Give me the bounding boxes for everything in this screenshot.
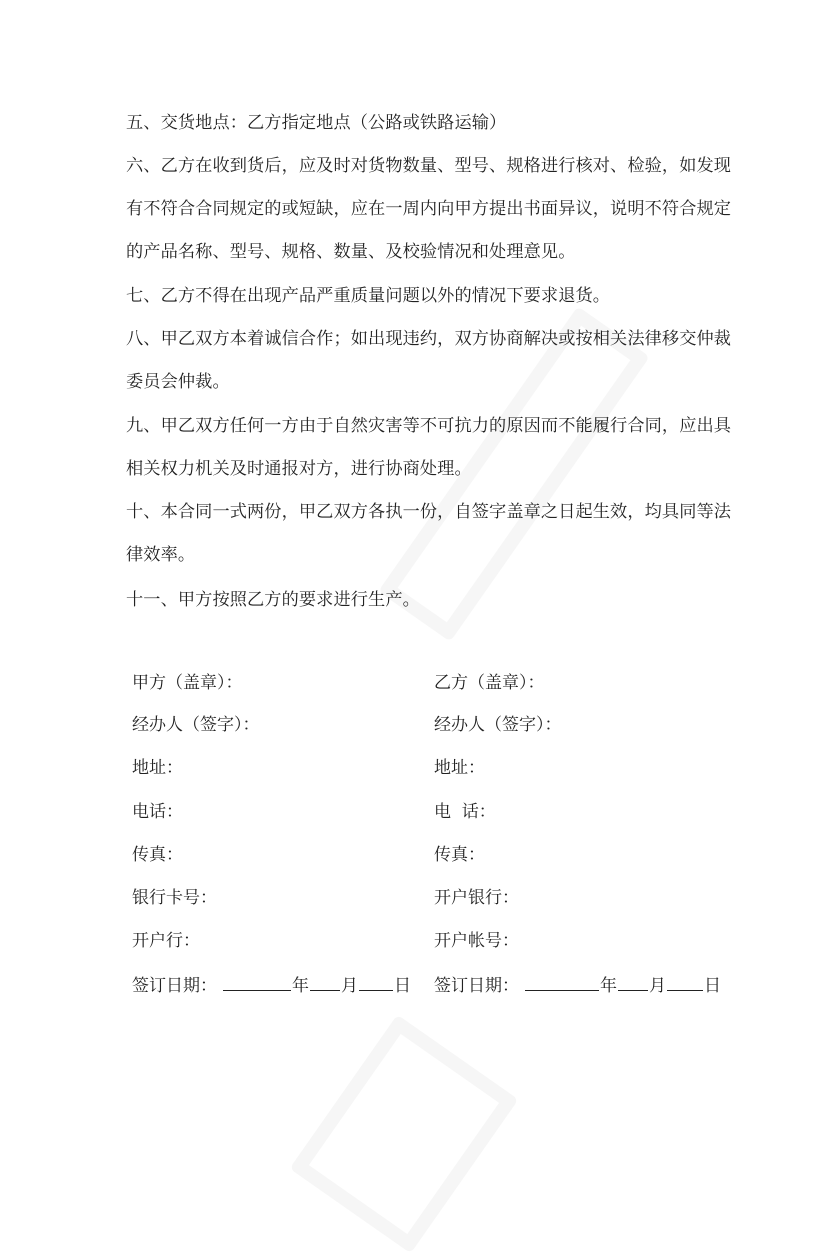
year-label: 年: [292, 976, 309, 996]
party-b-phone-field: 电 话：: [434, 802, 496, 822]
party-a-fax-field: 传真：: [132, 845, 183, 865]
day-blank: [359, 974, 393, 991]
party-a-bank-field: 开户行：: [132, 931, 200, 951]
clause-line: 律效率。: [126, 545, 196, 565]
party-a-bank-card-field: 银行卡号：: [132, 888, 217, 908]
party-a-address-field: 地址：: [132, 758, 183, 778]
clause-line: 委员会仲裁。: [126, 372, 230, 392]
clause-line: 九、甲乙双方任何一方由于自然灾害等不可抗力的原因而不能履行合同，应出具: [126, 416, 732, 436]
clause-line: 的产品名称、型号、规格、数量、及校验情况和处理意见。: [126, 242, 576, 262]
day-blank: [667, 974, 703, 991]
day-label: 日: [394, 976, 411, 996]
clause-line: 八、甲乙双方本着诚信合作；如出现违约，双方协商解决或按相关法律移交仲裁: [126, 329, 732, 349]
party-b-seal-field: 乙方（盖章）：: [434, 673, 545, 693]
clause-line: 有不符合合同规定的或短缺，应在一周内向甲方提出书面异议，说明不符合规定: [126, 199, 732, 219]
party-b-address-field: 地址：: [434, 758, 485, 778]
party-b-account-field: 开户帐号：: [434, 931, 519, 951]
day-label: 日: [704, 976, 721, 996]
date-label: 签订日期：: [434, 976, 519, 996]
year-label: 年: [600, 976, 617, 996]
watermark: [289, 1015, 518, 1253]
clause-line: 六、乙方在收到货后，应及时对货物数量、型号、规格进行核对、检验，如发现: [126, 156, 732, 176]
month-blank: [310, 974, 340, 991]
party-b-date-field: [434, 974, 721, 997]
party-b-bank-field: 开户银行：: [434, 888, 519, 908]
party-a-date-field: [132, 974, 411, 997]
clause-line: 七、乙方不得在出现产品严重质量问题以外的情况下要求退货。: [126, 286, 611, 306]
clause-line: 五、交货地点：乙方指定地点（公路或铁路运输）: [126, 113, 507, 133]
date-label: 签订日期：: [132, 976, 217, 996]
party-b-agent-field: 经办人（签字）：: [434, 715, 562, 735]
party-a-seal-field: 甲方（盖章）：: [132, 673, 243, 693]
year-blank: [223, 974, 291, 991]
month-blank: [618, 974, 648, 991]
year-blank: [525, 974, 599, 991]
clause-line: 十、本合同一式两份，甲乙双方各执一份，自签字盖章之日起生效，均具同等法: [126, 502, 732, 522]
clause-line: 十一、甲方按照乙方的要求进行生产。: [126, 590, 420, 610]
clause-line: 相关权力机关及时通报对方，进行协商处理。: [126, 459, 472, 479]
party-a-phone-field: 电话：: [132, 802, 183, 822]
party-b-fax-field: 传真：: [434, 845, 485, 865]
month-label: 月: [341, 976, 358, 996]
party-a-agent-field: 经办人（签字）：: [132, 715, 260, 735]
month-label: 月: [649, 976, 666, 996]
